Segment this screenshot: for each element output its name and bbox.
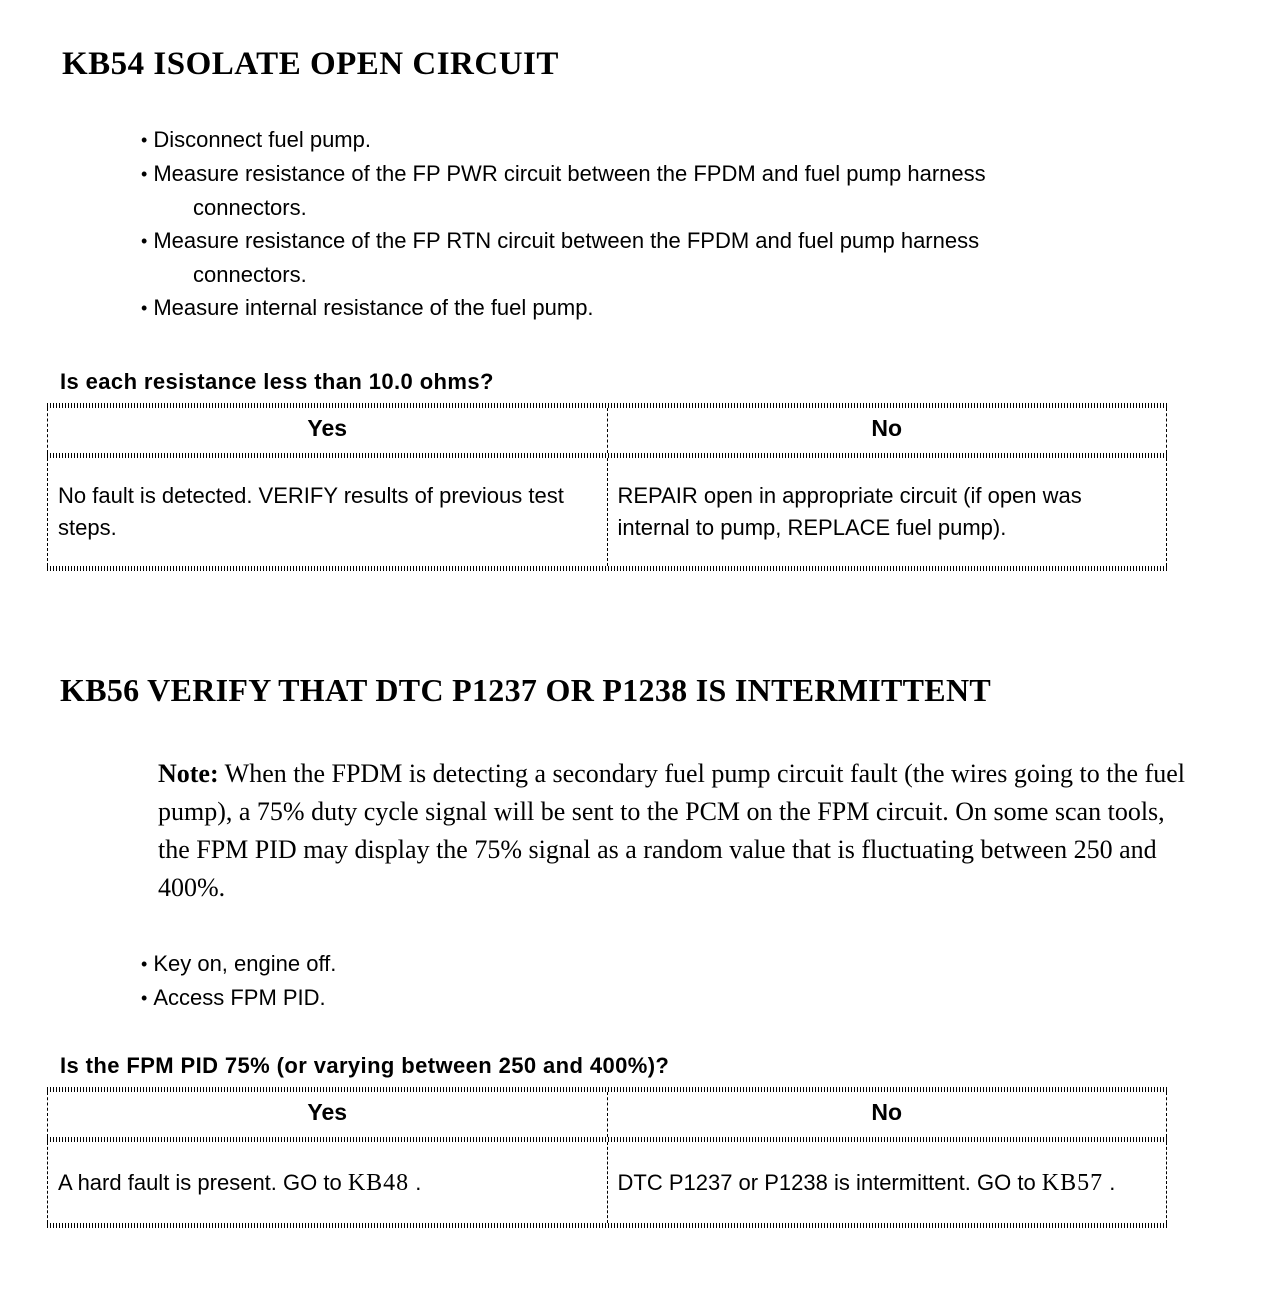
kb56-heading: KB56 VERIFY THAT DTC P1237 OR P1238 IS INTERMITTENT [60, 672, 992, 708]
note-paragraph [158, 755, 1188, 907]
kb54-decision-table [47, 403, 1167, 571]
no-cell-text: REPAIR open in appropriate circuit (if open was internal to pump, REPLACE fuel pump). [617, 483, 1082, 540]
no-cell [607, 458, 1168, 566]
bullet-item [141, 224, 1091, 291]
no-cell-text [618, 1167, 1116, 1199]
kb56-question: Is the FPM PID 75% (or varying between 250 and 400%)? [60, 1053, 670, 1078]
yes-column-header: Yes [47, 408, 607, 453]
bullet-item [141, 123, 1091, 157]
table-body-row [47, 458, 1167, 566]
kb57-link[interactable]: KB57 [1041, 1169, 1104, 1196]
bullet-icon: • [141, 298, 148, 318]
note-label: Note: [158, 759, 219, 788]
kb54-heading: KB54 ISOLATE OPEN CIRCUIT [62, 46, 559, 82]
bullet-icon: • [141, 130, 148, 150]
no-cell-after: . [1103, 1169, 1116, 1195]
table-border-bottom [47, 1223, 1167, 1228]
yes-column-header: Yes [47, 1092, 607, 1137]
bullet-text: Measure resistance of the FP RTN circuit between the FPDM and fuel pump harness connectors. [153, 228, 980, 287]
bullet-icon: • [141, 164, 148, 184]
yes-cell [47, 1142, 607, 1223]
document-page [0, 45, 1280, 1299]
yes-cell-text: No fault is detected. VERIFY results of previous test steps. [58, 483, 564, 540]
table-body-row [47, 1142, 1167, 1223]
yes-cell-before: A hard fault is present. GO to [58, 1169, 348, 1195]
bullet-icon: • [141, 954, 148, 974]
bullet-icon: • [141, 988, 148, 1008]
bullet-text: Key on, engine off. [153, 951, 337, 976]
bullet-text: Access FPM PID. [153, 985, 326, 1010]
bullet-item [141, 981, 1091, 1015]
no-cell-before: DTC P1237 or P1238 is intermittent. GO to [617, 1169, 1042, 1195]
note-text: When the FPDM is detecting a secondary fuel pump circuit fault (the wires going to the fuel pump), a 75% duty cycle signal will be sent to the PCM on the FPM circuit. On some scan tools, the FPM PID may display the 75% signal as a random value that is fluctuating between 250 and 400%. [158, 759, 1185, 902]
yes-cell-after: . [409, 1169, 422, 1195]
bullet-item [141, 947, 1091, 981]
no-cell [607, 1142, 1168, 1223]
bullet-text: Measure internal resistance of the fuel pump. [153, 295, 594, 320]
yes-cell [47, 458, 607, 566]
table-border-bottom [47, 566, 1167, 571]
kb56-bullet-list [141, 947, 1091, 1015]
kb56-decision-table [47, 1087, 1167, 1228]
kb54-question: Is each resistance less than 10.0 ohms? [60, 369, 494, 394]
kb54-bullet-list [141, 123, 1091, 325]
bullet-text: Disconnect fuel pump. [153, 127, 371, 152]
bullet-item [141, 157, 1091, 224]
yes-cell-text [58, 1167, 421, 1199]
bullet-item [141, 291, 1091, 325]
bullet-text: Measure resistance of the FP PWR circuit between the FPDM and fuel pump harness connectors. [153, 161, 986, 220]
bullet-icon: • [141, 231, 148, 251]
no-column-header: No [607, 1092, 1168, 1137]
kb48-link[interactable]: KB48 [347, 1169, 410, 1196]
no-column-header: No [607, 408, 1168, 453]
table-header-row [47, 1092, 1167, 1137]
table-header-row [47, 408, 1167, 453]
